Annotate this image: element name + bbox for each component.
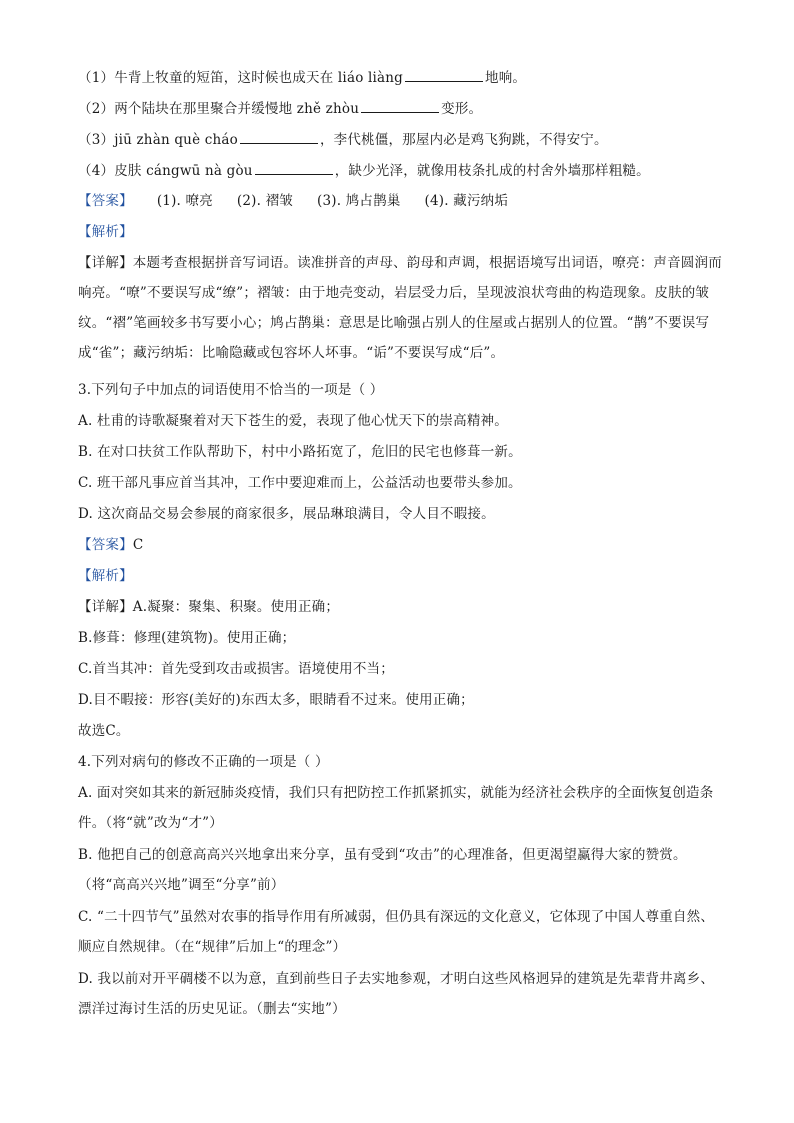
item-number: （3） bbox=[78, 132, 115, 148]
q2-item-3 bbox=[78, 129, 726, 150]
q3-stem: 3.下列句子中加点的词语使用不恰当的一项是（ ） bbox=[78, 382, 384, 398]
answer-blank bbox=[240, 129, 318, 144]
q3-answer-row bbox=[78, 535, 726, 555]
pinyin: cángwū nà gòu bbox=[146, 163, 253, 179]
q4-option-c: C. “二十四节气”虽然对农事的指导作用有所减弱，但仍具有深远的文化意义，它体现了中国人尊重自然、顺应自然规律。（在“规律”后加上“的理念”） bbox=[78, 909, 715, 955]
q4-option-b: B. 他把自己的创意高高兴兴地拿出来分享，虽有受到“攻击”的心理准备，但更渴望赢得大家的赞赏。（将“高高兴兴地”调至“分享”前） bbox=[78, 847, 687, 893]
answer-value: C bbox=[132, 537, 144, 553]
pinyin: jiū zhàn què cháo bbox=[114, 132, 238, 148]
answer-blank bbox=[361, 98, 439, 113]
item-text: ，李代桃僵，那屋内必是鸡飞狗跳，不得安宁。 bbox=[319, 132, 608, 148]
item-number: （2） bbox=[78, 101, 115, 117]
q4-stem: 4.下列对病句的修改不正确的一项是（ ） bbox=[78, 754, 329, 770]
q2-detail: 【详解】本题考查根据拼音写词语。读准拼音的声母、韵母和声调，根据语境写出词语，嘹亮：声音圆润而响亮。“嘹”不要误写成“缭”；褶皱：由于地壳变动，岩层受力后，呈现波浪状弯曲的构造现象。皮肤的皱纹。“褶”笔画较多书写要小心；鸠占鹊巢：意思是比喻强占别人的住屋或占据别人的位置。“鹊”不要误写成“雀”；藏污纳垢：比喻隐藏或包容坏人坏事。“诟”不要误写成“后”。 bbox=[78, 255, 722, 361]
item-text: 牛背上牧童的短笛，这时候也成天在 bbox=[114, 70, 338, 86]
answer-blank bbox=[405, 67, 483, 82]
q3-option-c: C. 班干部凡事应首当其冲，工作中要迎难而上，公益活动也要带头参加。 bbox=[78, 475, 522, 491]
item-text: 皮肤 bbox=[114, 163, 147, 179]
item-text: 地响。 bbox=[485, 70, 527, 86]
item-text: ，缺少光泽，就像用枝条扎成的村舍外墙那样粗糙。 bbox=[334, 163, 650, 179]
answer-blank bbox=[255, 160, 333, 175]
q3-option-a: A. 杜甫的诗歌凝聚着对天下苍生的爱，表现了他心忧天下的崇高精神。 bbox=[78, 413, 508, 429]
q3-analysis-label bbox=[78, 566, 726, 586]
q2-analysis-label bbox=[78, 222, 726, 242]
q2-item-2 bbox=[78, 98, 726, 119]
pinyin: liáo liàng bbox=[337, 70, 404, 86]
q3-detail-3: C.首当其冲：首先受到攻击或损害。语境使用不当； bbox=[78, 661, 394, 677]
item-text: 两个陆块在那里聚合并缓慢地 bbox=[114, 101, 297, 117]
q3-option-b: B. 在对口扶贫工作队帮助下，村中小路拓宽了，危旧的民宅也修葺一新。 bbox=[78, 444, 522, 460]
answer-item: (1). 嘹亮 bbox=[156, 193, 213, 209]
pinyin: zhě zhòu bbox=[296, 101, 360, 117]
answer-item: (4). 藏污纳垢 bbox=[424, 193, 509, 209]
q2-answer-row bbox=[78, 191, 726, 211]
item-text: 变形。 bbox=[441, 101, 483, 117]
q3-option-d: D. 这次商品交易会参展的商家很多，展品琳琅满目，令人目不暇接。 bbox=[78, 506, 495, 522]
q2-item-4 bbox=[78, 160, 726, 181]
q3-detail-2: B.修葺：修理(建筑物)。使用正确； bbox=[78, 630, 296, 646]
answer-item: (2). 褶皱 bbox=[236, 193, 294, 209]
item-number: （1） bbox=[78, 70, 115, 86]
analysis-label: 【解析】 bbox=[78, 224, 133, 240]
answer-item: (3). 鸠占鹊巢 bbox=[317, 193, 401, 209]
analysis-label: 【解析】 bbox=[78, 568, 133, 584]
q3-detail-4: D.目不暇接：形容(美好的)东西太多，眼睛看不过来。使用正确； bbox=[78, 692, 474, 708]
q4-option-a: A. 面对突如其来的新冠肺炎疫情，我们只有把防控工作抓紧抓实，就能为经济社会秩序的全面恢复创造条件。（将“就”改为“才”） bbox=[78, 785, 714, 831]
answer-label: 【答案】 bbox=[78, 537, 133, 553]
q4-option-d: D. 我以前对开平碉楼不以为意，直到前些日子去实地参观，才明白这些风格迥异的建筑是先辈背井离乡、漂洋过海讨生活的历史见证。（删去“实地”） bbox=[78, 971, 715, 1017]
q3-detail-1: 【详解】A.凝聚：聚集、积聚。使用正确； bbox=[78, 599, 340, 615]
q2-item-1 bbox=[78, 67, 726, 88]
answer-label: 【答案】 bbox=[78, 193, 133, 209]
q3-detail-5: 故选C。 bbox=[78, 723, 130, 739]
item-number: （4） bbox=[78, 163, 115, 179]
